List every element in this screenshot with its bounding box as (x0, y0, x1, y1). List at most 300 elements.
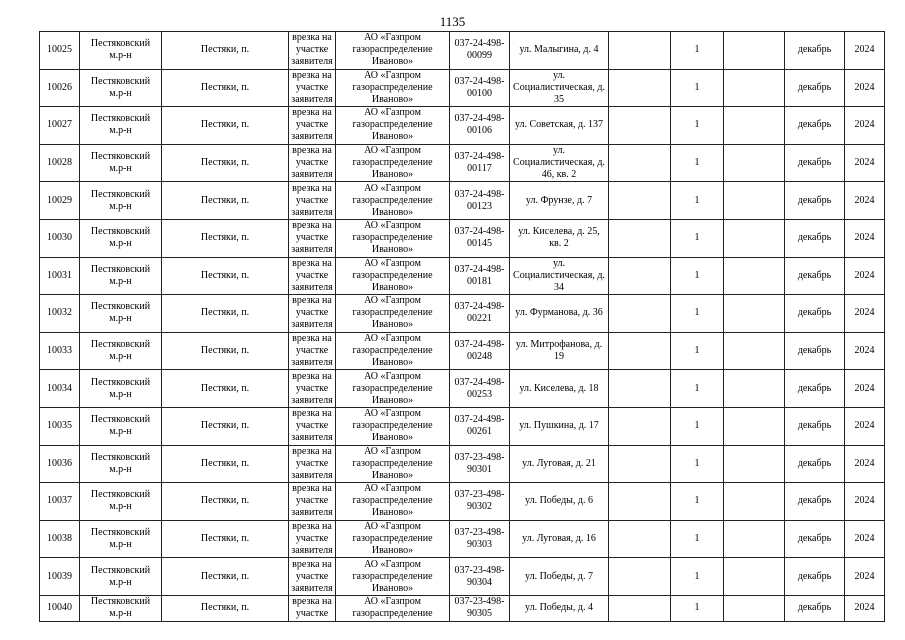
organization-cell (336, 370, 450, 408)
district-cell-text: Пестяковский м.р-н (90, 113, 151, 137)
district-cell (80, 595, 162, 621)
table-row (40, 407, 885, 445)
district-cell-text: Пестяковский м.р-н (90, 263, 151, 287)
locality-cell (162, 219, 289, 257)
work-type-cell (289, 144, 336, 182)
empty-cell (609, 483, 671, 521)
quantity-cell (671, 257, 724, 295)
table-row (40, 219, 885, 257)
quantity-cell-text: 1 (694, 232, 700, 244)
quantity-cell (671, 558, 724, 596)
page-number: 1135 (439, 14, 466, 29)
object-code-cell-text: 037-24-498-00100 (454, 75, 505, 99)
district-cell-text: Пестяковский м.р-н (90, 38, 151, 62)
month-cell (785, 257, 845, 295)
address-cell-text: ул. Митрофанова, д. 19 (515, 339, 603, 363)
organization-cell-text: АО «Газпром газораспределение Иваново» (352, 521, 433, 557)
locality-cell-text: Пестяки, п. (200, 602, 250, 614)
object-code-cell (450, 32, 510, 70)
month-cell (785, 69, 845, 107)
locality-cell (162, 182, 289, 220)
empty-cell (724, 407, 785, 445)
year-cell-text: 2024 (854, 194, 875, 206)
row-number-cell (40, 295, 80, 333)
district-cell (80, 332, 162, 370)
table-body (40, 32, 885, 622)
year-cell-text: 2024 (854, 533, 875, 545)
work-type-cell-text: врезка на участке заявителя (291, 145, 333, 181)
address-cell-text: ул. Пушкина, д. 17 (519, 420, 599, 432)
year-cell-text: 2024 (854, 495, 875, 507)
month-cell-text: декабрь (797, 44, 832, 56)
empty-cell (724, 219, 785, 257)
district-cell (80, 219, 162, 257)
locality-cell-text: Пестяки, п. (200, 345, 250, 357)
address-cell-text: ул. Победы, д. 7 (525, 570, 593, 582)
object-code-cell-text: 037-23-498-90305 (454, 596, 505, 620)
row-number-cell (40, 32, 80, 70)
year-cell (845, 219, 885, 257)
table-row (40, 182, 885, 220)
empty-cell (609, 558, 671, 596)
table-row (40, 332, 885, 370)
organization-cell (336, 295, 450, 333)
organization-cell-text: АО «Газпром газораспределение (352, 596, 433, 620)
empty-cell (609, 107, 671, 145)
month-cell-text: декабрь (797, 345, 832, 357)
row-number-cell (40, 558, 80, 596)
year-cell-text: 2024 (854, 420, 875, 432)
year-cell (845, 257, 885, 295)
empty-cell (724, 445, 785, 483)
row-number-cell-text: 10032 (47, 307, 72, 319)
quantity-cell (671, 445, 724, 483)
quantity-cell (671, 520, 724, 558)
month-cell (785, 144, 845, 182)
empty-cell (609, 182, 671, 220)
row-number-cell-text: 10034 (47, 382, 72, 394)
row-number-cell (40, 445, 80, 483)
month-cell-text: декабрь (797, 269, 832, 281)
row-number-cell-text: 10035 (47, 420, 72, 432)
work-type-cell-text: врезка на участке заявителя (291, 220, 333, 256)
work-type-cell-text: врезка на участке (292, 596, 332, 620)
year-cell-text: 2024 (854, 269, 875, 281)
object-code-cell-text: 037-24-498-00117 (454, 151, 505, 175)
district-cell-text: Пестяковский м.р-н (90, 376, 151, 400)
row-number-cell (40, 483, 80, 521)
object-code-cell-text: 037-23-498-90303 (454, 527, 505, 551)
organization-cell (336, 520, 450, 558)
row-number-cell (40, 144, 80, 182)
empty-cell (724, 69, 785, 107)
empty-cell (609, 32, 671, 70)
object-code-cell-text: 037-23-498-90302 (454, 489, 505, 513)
year-cell (845, 520, 885, 558)
organization-cell (336, 483, 450, 521)
quantity-cell (671, 370, 724, 408)
month-cell-text: декабрь (797, 81, 832, 93)
quantity-cell-text: 1 (694, 345, 700, 357)
work-type-cell (289, 69, 336, 107)
row-number-cell-text: 10039 (47, 570, 72, 582)
quantity-cell-text: 1 (694, 457, 700, 469)
row-number-cell (40, 107, 80, 145)
quantity-cell (671, 595, 724, 621)
object-code-cell-text: 037-24-498-00221 (454, 301, 505, 325)
row-number-cell (40, 219, 80, 257)
year-cell (845, 558, 885, 596)
locality-cell-text: Пестяки, п. (200, 307, 250, 319)
year-cell-text: 2024 (854, 119, 875, 131)
address-cell (510, 144, 609, 182)
quantity-cell-text: 1 (694, 119, 700, 131)
address-cell-text: ул. Киселева, д. 18 (519, 382, 599, 394)
address-cell (510, 32, 609, 70)
empty-cell (724, 182, 785, 220)
locality-cell (162, 445, 289, 483)
work-type-cell-text: врезка на участке заявителя (291, 445, 333, 481)
empty-cell (724, 558, 785, 596)
district-cell (80, 520, 162, 558)
work-type-cell-text: врезка на участке заявителя (291, 408, 333, 444)
district-cell-text: Пестяковский м.р-н (90, 489, 151, 513)
year-cell (845, 332, 885, 370)
table-row (40, 107, 885, 145)
year-cell-text: 2024 (854, 382, 875, 394)
table-row (40, 295, 885, 333)
address-cell-text: ул. Социалистическая, д. 34 (513, 257, 605, 293)
row-number-cell-text: 10030 (47, 232, 72, 244)
table-row (40, 370, 885, 408)
organization-cell-text: АО «Газпром газораспределение Иваново» (352, 333, 433, 369)
month-cell-text: декабрь (797, 420, 832, 432)
table-row (40, 144, 885, 182)
organization-cell (336, 445, 450, 483)
month-cell (785, 107, 845, 145)
address-cell-text: ул. Советская, д. 137 (514, 119, 604, 131)
locality-cell-text: Пестяки, п. (200, 119, 250, 131)
table-row (40, 520, 885, 558)
empty-cell (609, 407, 671, 445)
year-cell (845, 32, 885, 70)
work-type-cell-text: врезка на участке заявителя (291, 295, 333, 331)
work-type-cell (289, 483, 336, 521)
year-cell-text: 2024 (854, 44, 875, 56)
quantity-cell (671, 144, 724, 182)
empty-cell (724, 144, 785, 182)
quantity-cell-text: 1 (694, 570, 700, 582)
month-cell-text: декабрь (797, 495, 832, 507)
locality-cell (162, 407, 289, 445)
locality-cell-text: Пестяки, п. (200, 420, 250, 432)
empty-cell (724, 483, 785, 521)
district-cell (80, 32, 162, 70)
organization-cell-text: АО «Газпром газораспределение Иваново» (352, 558, 433, 594)
district-cell (80, 558, 162, 596)
quantity-cell (671, 332, 724, 370)
address-cell (510, 483, 609, 521)
locality-cell-text: Пестяки, п. (200, 157, 250, 169)
row-number-cell-text: 10029 (47, 194, 72, 206)
month-cell (785, 407, 845, 445)
organization-cell-text: АО «Газпром газораспределение Иваново» (352, 445, 433, 481)
year-cell (845, 483, 885, 521)
object-code-cell-text: 037-24-498-00253 (454, 376, 505, 400)
row-number-cell (40, 332, 80, 370)
locality-cell (162, 558, 289, 596)
row-number-cell-text: 10026 (47, 81, 72, 93)
work-type-cell-text: врезка на участке заявителя (291, 558, 333, 594)
locality-cell (162, 32, 289, 70)
work-type-cell-text: врезка на участке заявителя (291, 182, 333, 218)
quantity-cell (671, 295, 724, 333)
work-type-cell (289, 257, 336, 295)
row-number-cell (40, 520, 80, 558)
organization-cell-text: АО «Газпром газораспределение Иваново» (352, 32, 433, 68)
object-code-cell (450, 69, 510, 107)
work-type-cell-text: врезка на участке заявителя (291, 333, 333, 369)
object-code-cell (450, 107, 510, 145)
quantity-cell-text: 1 (694, 533, 700, 545)
object-code-cell-text: 037-24-498-00123 (454, 188, 505, 212)
month-cell-text: декабрь (797, 194, 832, 206)
year-cell (845, 144, 885, 182)
organization-cell (336, 257, 450, 295)
district-cell (80, 107, 162, 145)
quantity-cell (671, 407, 724, 445)
quantity-cell-text: 1 (694, 602, 700, 614)
object-code-cell (450, 144, 510, 182)
month-cell (785, 445, 845, 483)
work-type-cell-text: врезка на участке заявителя (291, 32, 333, 68)
month-cell-text: декабрь (797, 570, 832, 582)
object-code-cell (450, 182, 510, 220)
table-row (40, 69, 885, 107)
month-cell-text: декабрь (797, 232, 832, 244)
address-cell (510, 520, 609, 558)
address-cell-text: ул. Фурманова, д. 36 (515, 307, 603, 319)
quantity-cell (671, 69, 724, 107)
month-cell (785, 182, 845, 220)
address-cell (510, 370, 609, 408)
locality-cell (162, 144, 289, 182)
district-cell-text: Пестяковский м.р-н (90, 339, 151, 363)
empty-cell (609, 370, 671, 408)
organization-cell (336, 69, 450, 107)
year-cell-text: 2024 (854, 157, 875, 169)
year-cell (845, 445, 885, 483)
locality-cell-text: Пестяки, п. (200, 495, 250, 507)
district-cell (80, 69, 162, 107)
district-cell (80, 407, 162, 445)
locality-cell-text: Пестяки, п. (200, 533, 250, 545)
address-cell (510, 182, 609, 220)
organization-cell-text: АО «Газпром газораспределение Иваново» (352, 220, 433, 256)
document-table (39, 31, 885, 622)
organization-cell (336, 558, 450, 596)
row-number-cell (40, 370, 80, 408)
locality-cell-text: Пестяки, п. (200, 44, 250, 56)
address-cell (510, 107, 609, 145)
year-cell (845, 182, 885, 220)
table-row (40, 483, 885, 521)
month-cell (785, 483, 845, 521)
locality-cell-text: Пестяки, п. (200, 194, 250, 206)
work-type-cell-text: врезка на участке заявителя (291, 521, 333, 557)
empty-cell (724, 370, 785, 408)
quantity-cell (671, 219, 724, 257)
table-row (40, 32, 885, 70)
district-cell-text: Пестяковский м.р-н (90, 75, 151, 99)
district-cell (80, 182, 162, 220)
row-number-cell (40, 595, 80, 621)
address-cell (510, 558, 609, 596)
row-number-cell-text: 10033 (47, 345, 72, 357)
year-cell (845, 69, 885, 107)
address-cell (510, 257, 609, 295)
object-code-cell (450, 445, 510, 483)
address-cell-text: ул. Киселева, д. 25, кв. 2 (518, 226, 600, 250)
district-cell (80, 370, 162, 408)
row-number-cell (40, 182, 80, 220)
year-cell-text: 2024 (854, 457, 875, 469)
row-number-cell-text: 10038 (47, 533, 72, 545)
organization-cell-text: АО «Газпром газораспределение Иваново» (352, 408, 433, 444)
object-code-cell-text: 037-24-498-00261 (454, 414, 505, 438)
district-cell-text: Пестяковский м.р-н (90, 451, 151, 475)
organization-cell (336, 595, 450, 621)
work-type-cell-text: врезка на участке заявителя (291, 107, 333, 143)
address-cell (510, 595, 609, 621)
organization-cell-text: АО «Газпром газораспределение Иваново» (352, 107, 433, 143)
empty-cell (724, 295, 785, 333)
empty-cell (609, 595, 671, 621)
locality-cell-text: Пестяки, п. (200, 232, 250, 244)
empty-cell (724, 32, 785, 70)
year-cell (845, 595, 885, 621)
month-cell-text: декабрь (797, 457, 832, 469)
address-cell-text: ул. Луговая, д. 21 (522, 457, 596, 469)
locality-cell-text: Пестяки, п. (200, 81, 250, 93)
address-cell-text: ул. Луговая, д. 16 (522, 533, 596, 545)
year-cell (845, 107, 885, 145)
organization-cell-text: АО «Газпром газораспределение Иваново» (352, 69, 433, 105)
district-cell (80, 445, 162, 483)
locality-cell-text: Пестяки, п. (200, 457, 250, 469)
row-number-cell-text: 10036 (47, 457, 72, 469)
address-cell-text: ул. Социалистическая, д. 46, кв. 2 (513, 145, 605, 181)
row-number-cell (40, 69, 80, 107)
work-type-cell (289, 558, 336, 596)
month-cell (785, 520, 845, 558)
year-cell-text: 2024 (854, 81, 875, 93)
object-code-cell-text: 037-23-498-90304 (454, 564, 505, 588)
work-type-cell (289, 295, 336, 333)
empty-cell (609, 332, 671, 370)
address-cell (510, 332, 609, 370)
locality-cell (162, 370, 289, 408)
locality-cell (162, 595, 289, 621)
object-code-cell-text: 037-24-498-00145 (454, 226, 505, 250)
empty-cell (609, 69, 671, 107)
month-cell-text: декабрь (797, 382, 832, 394)
quantity-cell (671, 483, 724, 521)
quantity-cell (671, 32, 724, 70)
district-cell-text: Пестяковский м.р-н (90, 226, 151, 250)
organization-cell (336, 219, 450, 257)
organization-cell-text: АО «Газпром газораспределение Иваново» (352, 295, 433, 331)
object-code-cell (450, 219, 510, 257)
work-type-cell (289, 182, 336, 220)
quantity-cell-text: 1 (694, 307, 700, 319)
quantity-cell-text: 1 (694, 157, 700, 169)
month-cell (785, 332, 845, 370)
object-code-cell (450, 595, 510, 621)
year-cell (845, 370, 885, 408)
locality-cell-text: Пестяки, п. (200, 269, 250, 281)
object-code-cell (450, 370, 510, 408)
district-cell-text: Пестяковский м.р-н (90, 301, 151, 325)
month-cell (785, 558, 845, 596)
empty-cell (609, 520, 671, 558)
object-code-cell (450, 295, 510, 333)
month-cell (785, 595, 845, 621)
month-cell-text: декабрь (797, 533, 832, 545)
locality-cell (162, 483, 289, 521)
row-number-cell-text: 10031 (47, 269, 72, 281)
quantity-cell-text: 1 (694, 44, 700, 56)
district-cell-text: Пестяковский м.р-н (90, 414, 151, 438)
address-cell (510, 445, 609, 483)
object-code-cell (450, 332, 510, 370)
address-cell (510, 295, 609, 333)
empty-cell (609, 295, 671, 333)
quantity-cell-text: 1 (694, 382, 700, 394)
empty-cell (724, 107, 785, 145)
month-cell (785, 219, 845, 257)
year-cell (845, 407, 885, 445)
organization-cell (336, 182, 450, 220)
address-cell-text: ул. Фрунзе, д. 7 (525, 194, 593, 206)
district-cell (80, 483, 162, 521)
empty-cell (609, 257, 671, 295)
empty-cell (609, 219, 671, 257)
object-code-cell (450, 558, 510, 596)
district-cell-text: Пестяковский м.р-н (90, 151, 151, 175)
object-code-cell (450, 407, 510, 445)
district-cell (80, 295, 162, 333)
locality-cell-text: Пестяки, п. (200, 382, 250, 394)
year-cell-text: 2024 (854, 570, 875, 582)
organization-cell (336, 407, 450, 445)
year-cell-text: 2024 (854, 345, 875, 357)
organization-cell-text: АО «Газпром газораспределение Иваново» (352, 483, 433, 519)
address-cell (510, 69, 609, 107)
row-number-cell-text: 10037 (47, 495, 72, 507)
quantity-cell-text: 1 (694, 81, 700, 93)
locality-cell (162, 69, 289, 107)
work-type-cell (289, 520, 336, 558)
row-number-cell-text: 10025 (47, 44, 72, 56)
work-type-cell-text: врезка на участке заявителя (291, 257, 333, 293)
address-cell-text: ул. Социалистическая, д. 35 (513, 69, 605, 105)
address-cell-text: ул. Победы, д. 4 (525, 602, 593, 614)
organization-cell (336, 332, 450, 370)
month-cell-text: декабрь (797, 157, 832, 169)
organization-cell (336, 144, 450, 182)
quantity-cell-text: 1 (694, 194, 700, 206)
